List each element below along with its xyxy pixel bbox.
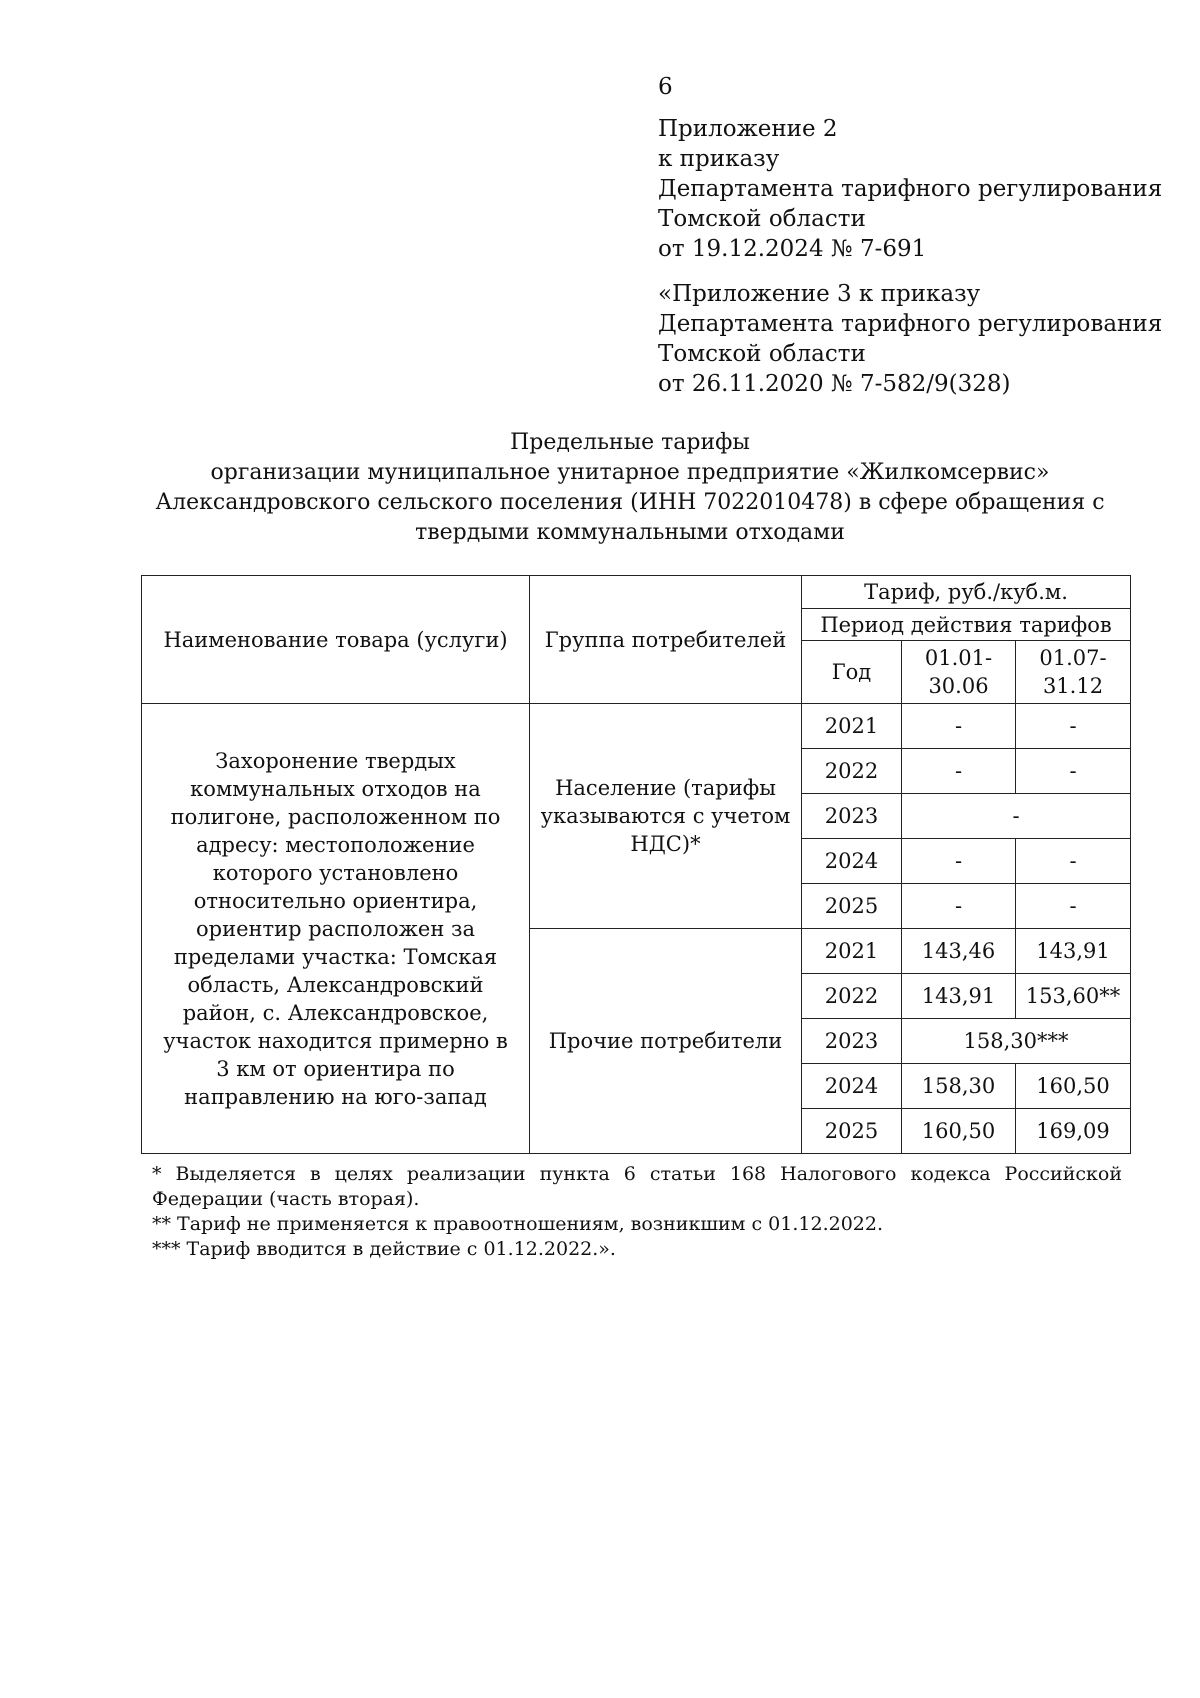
tariff-cell: 160,50 — [902, 1109, 1016, 1154]
footnote-vat: * Выделяется в целях реализации пункта 6 статьи 168 Налогового кодекса Российской Федерации (часть вторая). — [152, 1163, 1122, 1210]
tariff-cell: 143,91 — [902, 974, 1016, 1019]
appendix-2-line: Департамента тарифного регулирования — [658, 176, 1163, 202]
header-tariff: Тариф, руб./куб.м. — [802, 576, 1131, 609]
tariff-cell-merged: - — [902, 794, 1131, 839]
header-year: Год — [802, 641, 902, 704]
appendix-3-line: Томской области — [658, 341, 866, 367]
tariff-cell: - — [902, 749, 1016, 794]
year-cell: 2024 — [802, 839, 902, 884]
service-name-cell — [142, 704, 530, 1154]
year-cell: 2025 — [802, 884, 902, 929]
title-line: организации муниципальное унитарное предприятие «Жилкомсервис» — [210, 460, 1050, 485]
header-service: Наименование товара (услуги) — [142, 576, 530, 704]
year-cell: 2025 — [802, 1109, 902, 1154]
group-other: Прочие потребители — [530, 929, 802, 1154]
appendix-2-line: от 19.12.2024 № 7-691 — [658, 236, 927, 262]
header-period: Период действия тарифов — [802, 609, 1131, 641]
footnote-not-applied: ** Тариф не применяется к правоотношениям, возникшим с 01.12.2022. — [152, 1213, 883, 1235]
appendix-3-line: «Приложение 3 к приказу — [658, 281, 981, 307]
year-cell: 2024 — [802, 1064, 902, 1109]
header-group: Группа потребителей — [530, 576, 802, 704]
appendix-3-line: Департамента тарифного регулирования — [658, 311, 1163, 337]
title-line: Александровского сельского поселения (ИНН 7022010478) в сфере обращения с — [155, 490, 1105, 515]
footnote-effective: *** Тариф вводится в действие с 01.12.2022.». — [152, 1238, 616, 1260]
title-line: твердыми коммунальными отходами — [415, 520, 845, 545]
header-period-1: 01.01-30.06 — [902, 641, 1016, 704]
tariff-cell: - — [1016, 839, 1131, 884]
service-name: Захоронение твердых коммунальных отходов на полигоне, расположенном по адресу: местоположение которого установлено относительно ориентира, ориентир расположен за пределами участка: Томская область, Александровский район, с. Александровское, участок находится примерно в 3 км от ориентира по направлению на юго-запад — [163, 748, 508, 1109]
footnotes — [152, 1162, 1122, 1262]
appendix-3-header — [658, 279, 1178, 399]
tariff-cell: 153,60** — [1016, 974, 1131, 1019]
year-cell: 2021 — [802, 929, 902, 974]
tariff-cell: - — [902, 839, 1016, 884]
tariff-cell: 169,09 — [1016, 1109, 1131, 1154]
tariff-cell: 143,91 — [1016, 929, 1131, 974]
tariff-cell: 158,30 — [902, 1064, 1016, 1109]
year-cell: 2022 — [802, 749, 902, 794]
tariff-cell: - — [1016, 884, 1131, 929]
document-title — [140, 428, 1120, 548]
appendix-2-line: Приложение 2 — [658, 116, 838, 142]
year-cell: 2021 — [802, 704, 902, 749]
table-header-row — [142, 576, 1131, 609]
tariff-cell: - — [1016, 749, 1131, 794]
tariff-cell: - — [902, 884, 1016, 929]
tariff-cell: - — [902, 704, 1016, 749]
tariff-table — [141, 575, 1131, 1154]
appendix-2-line: Томской области — [658, 206, 866, 232]
tariff-cell: 160,50 — [1016, 1064, 1131, 1109]
tariff-cell: - — [1016, 704, 1131, 749]
header-period-2: 01.07-31.12 — [1016, 641, 1131, 704]
title-line: Предельные тарифы — [510, 430, 750, 455]
appendix-2-header — [658, 114, 1178, 264]
appendix-2-line: к приказу — [658, 146, 780, 172]
tariff-cell-merged: 158,30*** — [902, 1019, 1131, 1064]
year-cell: 2022 — [802, 974, 902, 1019]
group-population: Население (тарифы указываются с учетом НДС)* — [530, 704, 802, 929]
year-cell: 2023 — [802, 1019, 902, 1064]
year-cell: 2023 — [802, 794, 902, 839]
page-number: 6 — [658, 74, 673, 100]
appendix-3-line: от 26.11.2020 № 7-582/9(328) — [658, 371, 1011, 397]
tariff-cell: 143,46 — [902, 929, 1016, 974]
table-row — [142, 704, 1131, 749]
